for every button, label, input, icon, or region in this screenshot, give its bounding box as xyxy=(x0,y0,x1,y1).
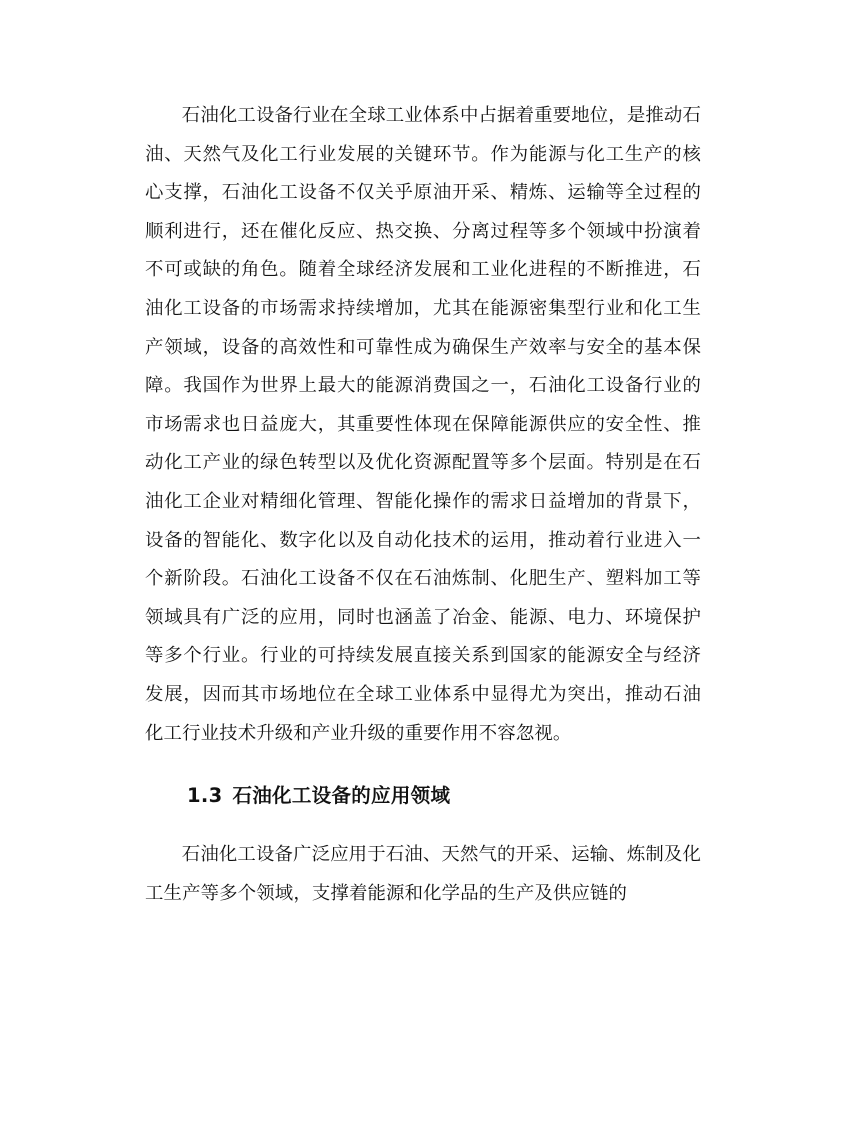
section-heading xyxy=(145,778,701,814)
section-number: 1.3 xyxy=(187,784,223,808)
document-body xyxy=(145,97,701,913)
body-paragraph-1: 石油化工设备行业在全球工业体系中占据着重要地位，是推动石油、天然气及化工行业发展的关键环节。作为能源与化工生产的核心支撑，石油化工设备不仅关乎原油开采、精炼、运输等全过程的顺利进行，还在催化反应、热交换、分离过程等多个领域中扮演着不可或缺的角色。随着全球经济发展和工业化进程的不断推进，石油化工设备的市场需求持续增加，尤其在能源密集型行业和化工生产领域，设备的高效性和可靠性成为确保生产效率与安全的基本保障。我国作为世界上最大的能源消费国之一，石油化工设备行业的市场需求也日益庞大，其重要性体现在保障能源供应的安全性、推动化工产业的绿色转型以及优化资源配置等多个层面。特别是在石油化工企业对精细化管理、智能化操作的需求日益增加的背景下，设备的智能化、数字化以及自动化技术的运用，推动着行业进入一个新阶段。石油化工设备不仅在石油炼制、化肥生产、塑料加工等领域具有广泛的应用，同时也涵盖了冶金、能源、电力、环境保护等多个行业。行业的可持续发展直接关系到国家的能源安全与经济发展，因而其市场地位在全球工业体系中显得尤为突出，推动石油化工行业技术升级和产业升级的重要作用不容忽视。 xyxy=(145,105,701,744)
body-paragraph-2: 石油化工设备广泛应用于石油、天然气的开采、运输、炼制及化工生产等多个领域，支撑着能源和化学品的生产及供应链的 xyxy=(145,844,701,904)
section-title: 石油化工设备的应用领域 xyxy=(232,784,451,808)
